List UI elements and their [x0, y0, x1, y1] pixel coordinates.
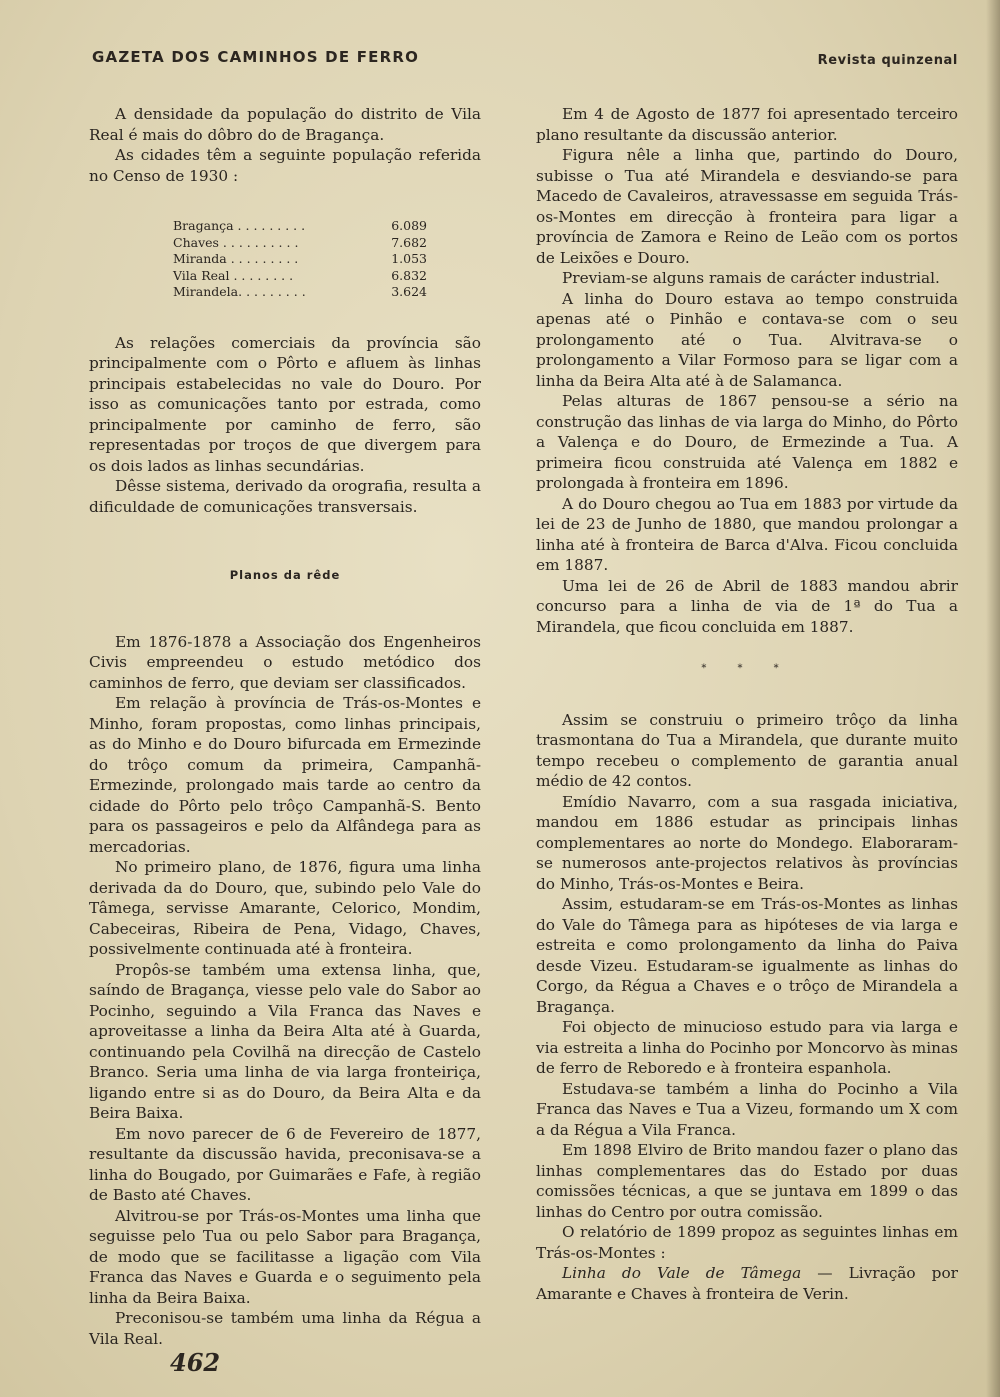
census-row — [173, 268, 427, 285]
section-heading: Planos da rêde — [229, 568, 341, 582]
paragraph: Assim se construiu o primeiro trôço da linha trasmontana do Tua a Mirandela, que durante muito tempo recebeu o complemento de garantia anual médio de 42 contos. — [536, 710, 958, 790]
census-row — [173, 284, 427, 301]
right-column — [536, 104, 958, 1304]
paragraph: Figura nêle a linha que, partindo do Douro, subisse o Tua até Mirandela e desviando-se para Macedo de Cavaleiros, atravessasse em seguida Trás-os-Montes em direcção à fronteira para ligar a província de Zamora e Reino de Leão com os portos de Leixões e Douro. — [536, 146, 958, 267]
publication-title: GAZETA DOS CAMINHOS DE FERRO — [92, 48, 420, 66]
paragraph: Em relação à província de Trás-os-Montes e Minho, foram propostas, como linhas principais, as do Minho e do Douro bifurcada em Ermezinde do trôço comum da primeira, Campanhã-Ermezinde, prolongado mais tarde ao centro da cidade do Pôrto pelo trôço Campanhã-S. Bento para os passageiros e pelo da Alfândega para as mercadorias. — [89, 694, 481, 856]
census-value: 6.832 — [391, 267, 427, 283]
census-value: 1.053 — [391, 251, 427, 266]
census-row — [173, 218, 427, 235]
paragraph: Em novo parecer de 6 de Fevereiro de 1877, resultante da discussão havida, preconisava-se a linha do Bougado, por Guimarães e Fafe, à região de Basto até Chaves. — [89, 1124, 481, 1204]
paragraph: Emídio Navarro, com a sua rasgada iniciativa, mandou em 1886 estudar as principais linhas complementares ao norte do Mondego. Elaboraram-se numerosos ante-projectos relativos às províncias do Minho, Trás-os-Montes e Beira. — [536, 792, 958, 893]
left-column — [89, 104, 481, 1349]
census-city: Vila Real . . . . . . . . — [173, 267, 294, 283]
paragraph: As relações comerciais da província são principalmente com o Pôrto e afluem às linhas principais estabelecidas no vale do Douro. Por isso as comunicações tanto por estrada, como principalmente por caminho de ferro, são representadas por troços de que divergem para os dois lados as linhas secundárias. — [89, 333, 481, 475]
paragraph: A densidade da população do distrito de Vila Real é mais do dôbro do de Bragança. — [89, 105, 481, 144]
paragraph: Estudava-se também a linha do Pocinho a Vila Franca das Naves e Tua a Vizeu, formando um X com a da Régua a Vila Franca. — [536, 1079, 958, 1139]
census-value: 3.624 — [391, 284, 427, 299]
paragraph: Uma lei de 26 de Abril de 1883 mandou abrir concurso para a linha de via de 1ª do Tua a Mirandela, que ficou concluida em 1887. — [536, 576, 958, 636]
paragraph: Em 4 de Agosto de 1877 foi apresentado terceiro plano resultante da discussão anterior. — [536, 105, 958, 144]
paragraph: Previam-se alguns ramais de carácter industrial. — [562, 269, 940, 287]
paragraph: No primeiro plano, de 1876, figura uma linha derivada da do Douro, que, subindo pelo Vale do Tâmega, servisse Amarante, Celorico, Mondim, Cabeceiras, Ribeira de Pena, Vidago, Chaves, possivelmente continuada até à fronteira. — [89, 858, 481, 958]
census-city: Miranda . . . . . . . . . — [173, 251, 299, 266]
paragraph: Propôs-se também uma extensa linha, que, saíndo de Bragança, viesse pelo vale do Sabor ao Pocinho, seguindo a Vila Franca das Naves e aproveitasse a linha da Beira Alta até à Guarda, continuando pela Covilhã na direcção de Castelo Branco. Seria uma linha de via larga fronteiriça, ligando entre si as do Douro, da Beira Alta e da Beira Baixa. — [89, 960, 481, 1122]
census-city: Bragança . . . . . . . . . — [173, 218, 306, 233]
census-value: 6.089 — [391, 218, 427, 233]
section-separator: * * * — [701, 663, 793, 674]
page-edge-shadow — [986, 0, 1000, 1397]
paragraph: Preconisou-se também uma linha da Régua a Vila Real. — [89, 1309, 481, 1348]
census-value: 7.682 — [391, 234, 427, 250]
line-description: — Livração por Amarante e Chaves à fronteira de Verin. — [536, 1264, 958, 1303]
census-row — [173, 251, 427, 268]
census-row — [173, 235, 427, 252]
page-number: 462 — [170, 1348, 221, 1377]
publication-subtitle: Revista quinzenal — [817, 53, 958, 68]
paragraph: A linha do Douro estava ao tempo construida apenas até o Pinhão e contava-se com o seu prolongamento até o Tua. Alvitrava-se o prolongamento a Vilar Formoso para se ligar com a linha da Beira Alta até à de Salamanca. — [536, 289, 958, 390]
paragraph: As cidades têm a seguinte população referida no Censo de 1930 : — [89, 146, 481, 185]
census-city: Chaves . . . . . . . . . . — [173, 234, 299, 250]
paragraph: Dêsse sistema, derivado da orografia, resulta a dificuldade de comunicações transversais. — [89, 477, 481, 516]
paragraph: Em 1898 Elviro de Brito mandou fazer o plano das linhas complementares das do Estado por duas comissões técnicas, a que se juntava em 1899 o das linhas do Centro por outra comissão. — [536, 1141, 958, 1221]
line-name: Linha do Vale de Tâmega — [562, 1264, 802, 1282]
paragraph: Alvitrou-se por Trás-os-Montes uma linha que seguisse pelo Tua ou pelo Sabor para Bragança, de modo que se facilitasse a ligação com Vila Franca das Naves e Guarda e o seguimento pela linha da Beira Baixa. — [89, 1206, 481, 1307]
paragraph: Em 1876-1878 a Associação dos Engenheiros Civis empreendeu o estudo metódico dos caminhos de ferro, que deviam ser classificados. — [89, 632, 481, 692]
paragraph: Pelas alturas de 1867 pensou-se a sério na construção das linhas de via larga do Minho, do Pôrto a Valença e do Douro, de Ermezinde a Tua. A primeira ficou construida até Valença em 1882 e prolongada à fronteira em 1896. — [536, 392, 958, 492]
paragraph: Foi objecto de minucioso estudo para via larga e via estreita a linha do Pocinho por Moncorvo às minas de ferro de Reboredo e à fronteira espanhola. — [536, 1018, 958, 1077]
paragraph: O relatório de 1899 propoz as seguintes linhas em Trás-os-Montes : — [536, 1223, 958, 1262]
census-table — [173, 218, 427, 301]
paragraph — [536, 1263, 958, 1304]
paragraph: Assim, estudaram-se em Trás-os-Montes as linhas do Vale do Tâmega para as hipóteses de via larga e estreita e como prolongamento da linha do Paiva desde Vizeu. Estudaram-se igualmente as linhas do Corgo, da Régua a Chaves e o trôço de Mirandela a Bragança. — [536, 895, 958, 1016]
census-city: Mirandela. . . . . . . . . — [173, 284, 306, 299]
paragraph: A do Douro chegou ao Tua em 1883 por virtude da lei de 23 de Junho de 1880, que mandou prolongar a linha até à fronteira de Barca d'Alva. Ficou concluida em 1887. — [536, 494, 958, 574]
